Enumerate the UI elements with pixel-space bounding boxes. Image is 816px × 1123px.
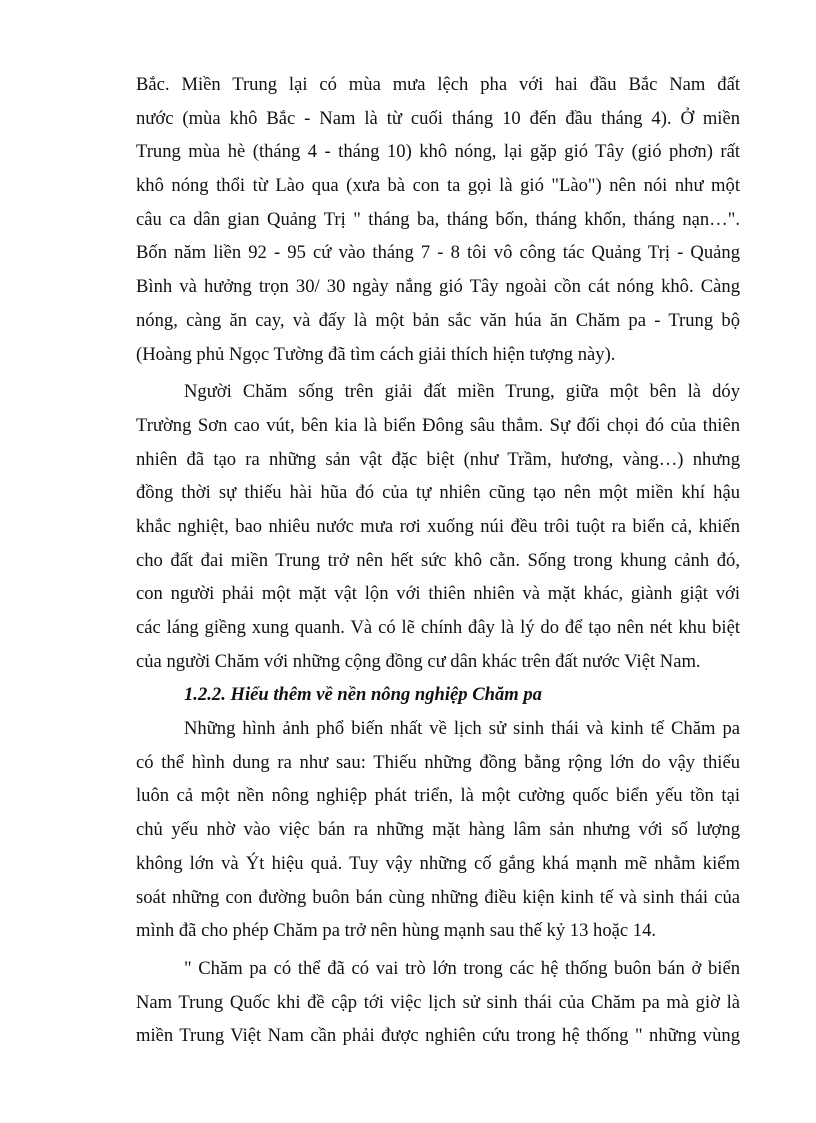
paragraph-climate — [136, 68, 740, 371]
text-line: miền Trung Việt Nam cần phải được nghiên cứu trong hệ thống " những vùng — [136, 1025, 740, 1047]
text-line: có thể hình dung ra như sau: Thiếu những đồng bằng rộng lớn do vậy thiếu — [136, 751, 740, 773]
text-line: " Chăm pa có thể đã có vai trò lớn trong các hệ thống buôn bán ở biển — [184, 957, 740, 979]
text-line: Những hình ảnh phổ biến nhất về lịch sử sinh thái và kinh tế Chăm pa — [184, 718, 740, 740]
text-line: đồng thời sự thiếu hài hũa đó của tự nhiên cũng tạo nên một miền khí hậu — [136, 482, 740, 504]
text-line: khắc nghiệt, bao nhiêu nước mưa rơi xuống núi đều trôi tuột ra biển cả, khiến — [136, 515, 740, 537]
paragraph-trade — [136, 952, 740, 1053]
text-line: soát những con đường buôn bán cùng những điều kiện kinh tế và sinh thái của — [136, 886, 740, 908]
text-line: của người Chăm với những cộng đồng cư dân khác trên đất nước Việt Nam. — [136, 650, 701, 672]
text-line: khô nóng thổi từ Lào qua (xưa bà con ta gọi là gió "Lào") nên nói như một — [136, 175, 740, 197]
text-line: (Hoàng phủ Ngọc Tường đã tìm cách giải thích hiện tượng này). — [136, 343, 616, 365]
document-page — [136, 68, 740, 1053]
text-line: nhiên đã tạo ra những sản vật đặc biệt (như Trầm, hương, vàng…) nhưng — [136, 448, 740, 470]
text-line: các láng giềng xung quanh. Và có lẽ chính đây là lý do để tạo nên nét khu biệt — [136, 617, 740, 638]
text-line: nóng, càng ăn cay, và đấy là một bản sắc văn húa ăn Chăm pa - Trung bộ — [136, 309, 740, 331]
text-line: luôn cả một nền nông nghiệp phát triển, là một cường quốc biển yếu tồn tại — [136, 785, 740, 807]
text-line: cho đất đai miền Trung trở nên hết sức khô cằn. Sống trong khung cảnh đó, — [136, 549, 740, 571]
text-line: nước (mùa khô Bắc - Nam là từ cuối tháng 10 đến đầu tháng 4). Ở miền — [136, 107, 740, 129]
text-line: Trường Sơn cao vút, bên kia là biển Đông sâu thẳm. Sự đối chọi đó của thiên — [136, 414, 740, 436]
section-heading: 1.2.2. Hiểu thêm về nền nông nghiệp Chăm pa — [184, 684, 542, 706]
text-line: câu ca dân gian Quảng Trị " tháng ba, tháng bốn, tháng khốn, tháng nạn…". — [136, 208, 740, 230]
text-line: Nam Trung Quốc khi đề cập tới việc lịch sử sinh thái của Chăm pa mà giờ là — [136, 991, 740, 1013]
text-line: Bình và hưởng trọn 30/ 30 ngày nắng gió Tây ngoài cồn cát nóng khô. Càng — [136, 276, 740, 298]
text-line: Bốn năm liền 92 - 95 cứ vào tháng 7 - 8 tôi vô công tác Quảng Trị - Quảng — [136, 242, 740, 264]
text-line: chủ yếu nhờ vào việc bán ra những mặt hàng lâm sản nhưng với số lượng — [136, 819, 740, 841]
paragraph-cham-people — [136, 375, 740, 678]
text-line: mình đã cho phép Chăm pa trở nên hùng mạnh sau thế kỷ 13 hoặc 14. — [136, 920, 657, 942]
text-line: Trung mùa hè (tháng 4 - tháng 10) khô nóng, lại gặp gió Tây (gió phơn) rất — [136, 141, 740, 163]
paragraph-agriculture — [136, 712, 740, 948]
text-line: con người phải một mặt vật lộn với thiên nhiên và mặt khác, giành giật với — [136, 583, 740, 605]
text-line: Người Chăm sống trên giải đất miền Trung, giữa một bên là dóy — [184, 381, 740, 403]
text-line: không lớn và Ýt hiệu quả. Tuy vậy những cố gắng khá mạnh mẽ nhằm kiểm — [136, 852, 740, 874]
text-line: Bắc. Miền Trung lại có mùa mưa lệch pha với hai đầu Bắc Nam đất — [136, 74, 740, 95]
